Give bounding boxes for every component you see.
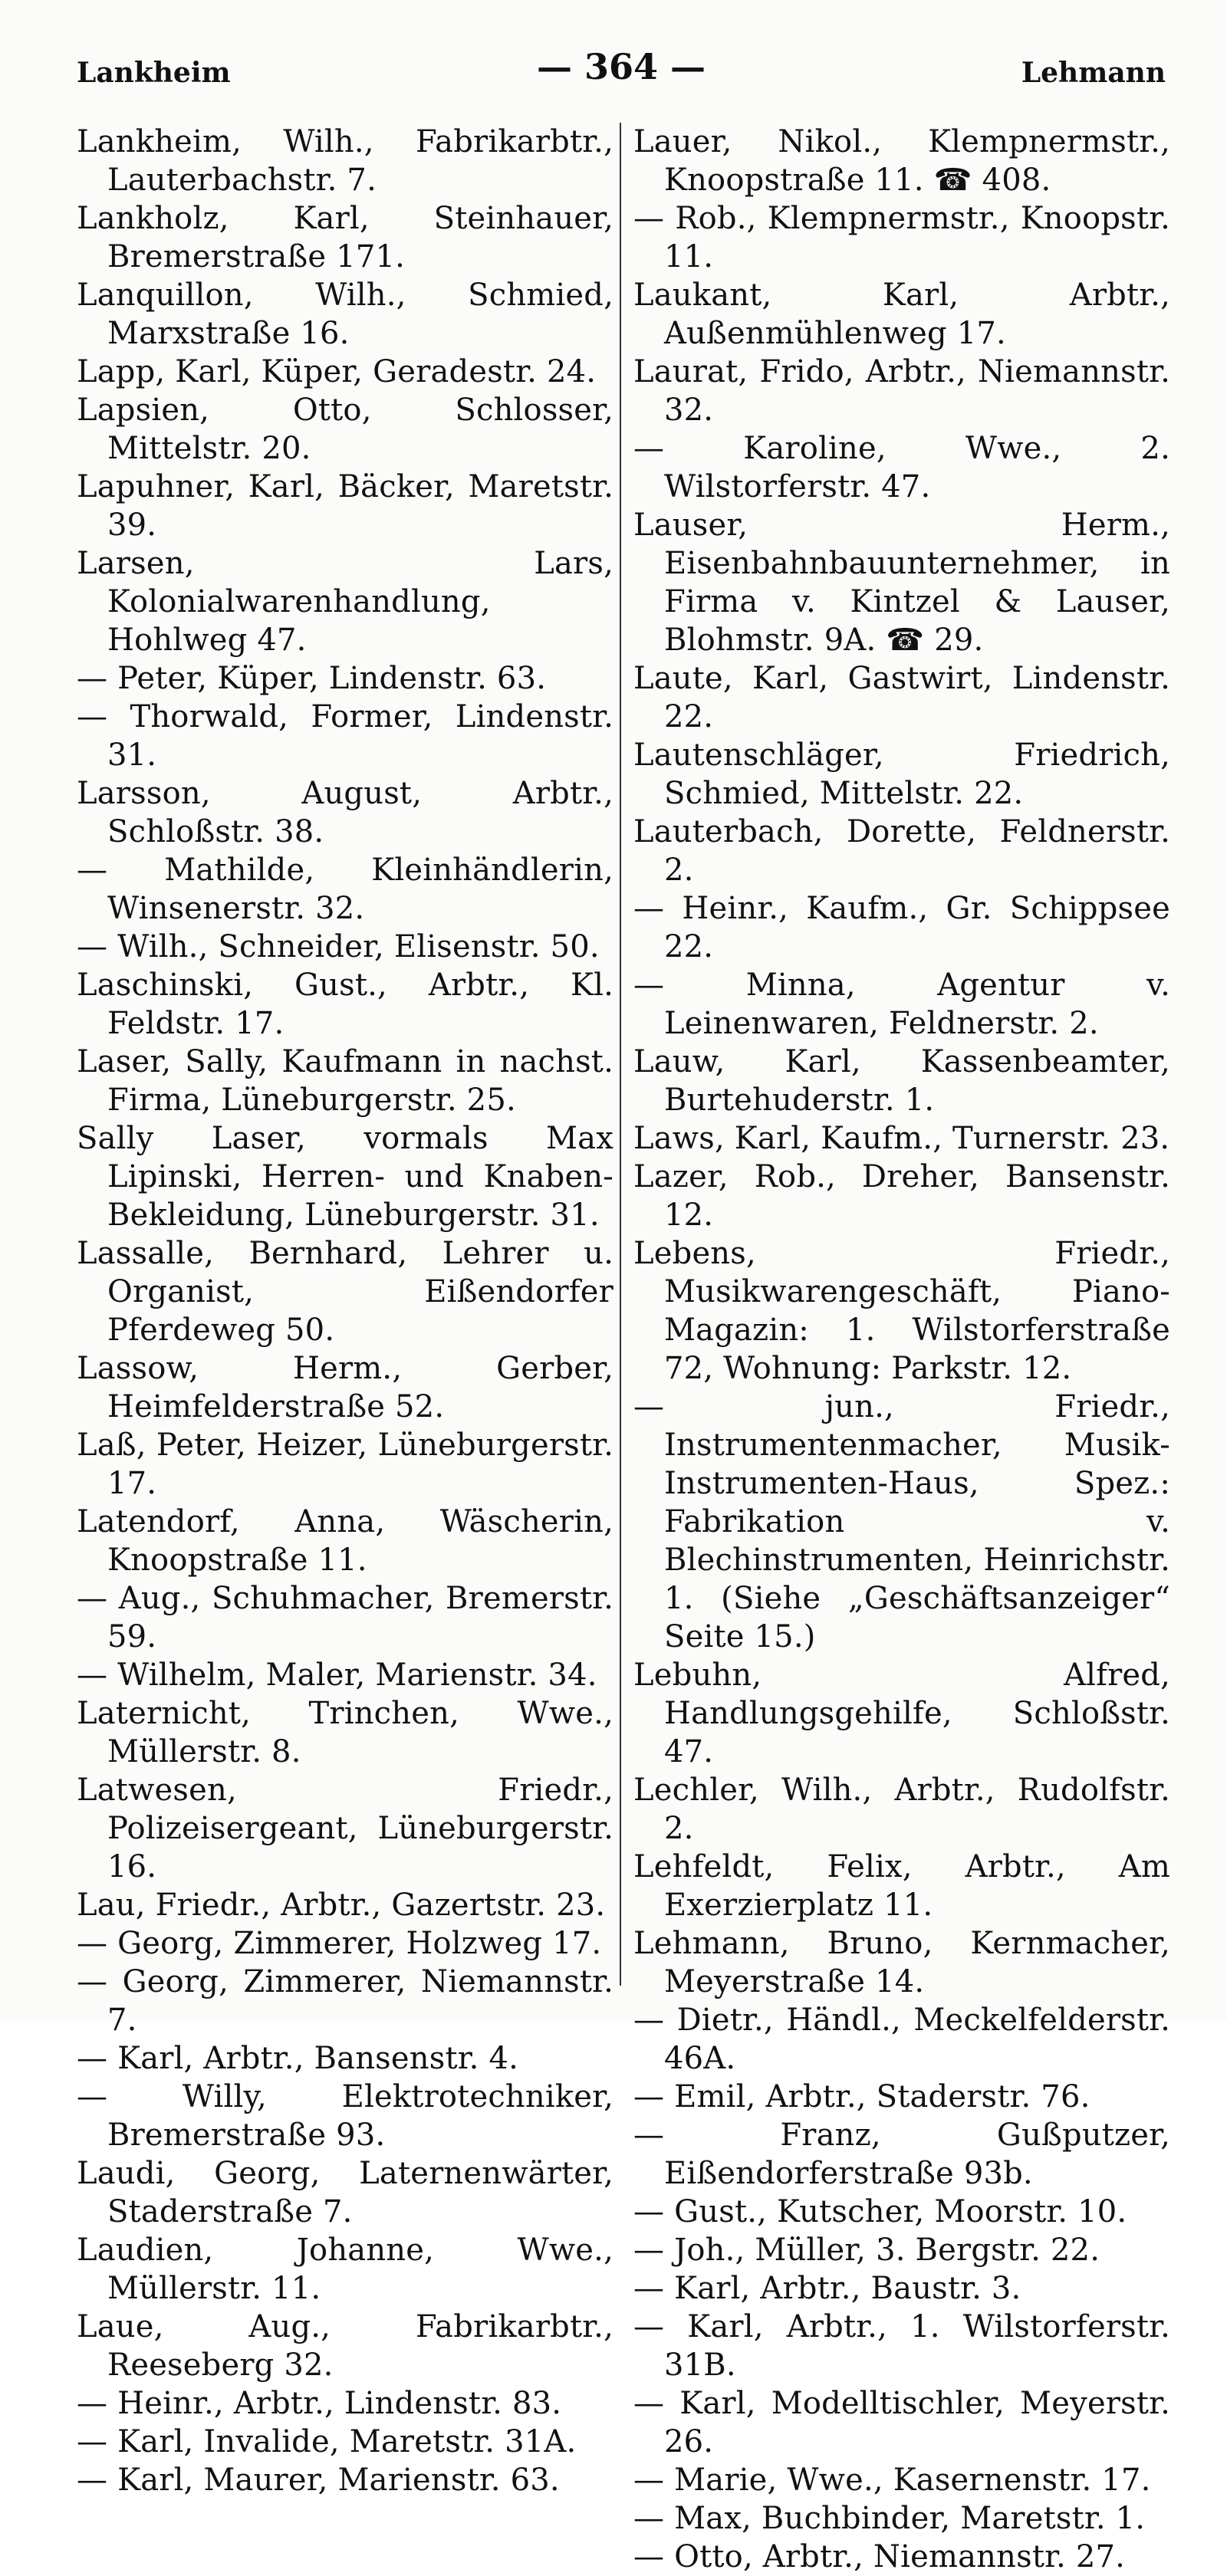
directory-entry: — Georg, Zimmerer, Niemannstr. 7.	[77, 1964, 614, 2038]
directory-entry: Lauser, Herm., Eisenbahnbauunternehmer, in Firma v. Kintzel & Lauser, Blohmstr. 9A. ☎ 29.	[633, 508, 1170, 658]
directory-entry: — jun., Friedr., Instrumentenmacher, Musik-Instrumenten-Haus, Spez.: Fabrikation v. Blechinstrumenten, Heinrichstr. 1. (Siehe „Geschäftsanzeiger“ Seite 15.)	[633, 1389, 1170, 1654]
directory-entry: — Karl, Maurer, Marienstr. 63.	[77, 2463, 560, 2498]
directory-entry: Lebuhn, Alfred, Handlungsgehilfe, Schloßstr. 47.	[633, 1658, 1170, 1769]
directory-entry: Laß, Peter, Heizer, Lüneburgerstr. 17.	[77, 1428, 614, 1501]
directory-entry: — Karl, Arbtr., Bansenstr. 4.	[77, 2041, 519, 2076]
directory-entry: Lapuhner, Karl, Bäcker, Maretstr. 39.	[77, 469, 614, 543]
running-head-left: Lankheim	[77, 57, 231, 89]
directory-entry: Latwesen, Friedr., Polizeisergeant, Lüneburgerstr. 16.	[77, 1773, 614, 1884]
directory-entry: Larsen, Lars, Kolonialwarenhandlung, Hohlweg 47.	[77, 546, 614, 658]
directory-entry: — Karl, Modelltischler, Meyerstr. 26.	[633, 2386, 1170, 2459]
directory-entry: Lebens, Friedr., Musikwarengeschäft, Piano-Magazin: 1. Wilstorferstraße 72, Wohnung: Parkstr. 12.	[633, 1236, 1170, 1386]
directory-entry: — Heinr., Kaufm., Gr. Schippsee 22.	[633, 891, 1170, 964]
directory-entry: Lau, Friedr., Arbtr., Gazertstr. 23.	[77, 1888, 606, 1923]
directory-entry: Larsson, August, Arbtr., Schloßstr. 38.	[77, 776, 614, 849]
directory-entry: Lassow, Herm., Gerber, Heimfelderstraße 52.	[77, 1351, 614, 1424]
directory-entry: Laurat, Frido, Arbtr., Niemannstr. 32.	[633, 354, 1170, 428]
directory-entry: — Wilh., Schneider, Elisenstr. 50.	[77, 929, 600, 964]
directory-entry: Latendorf, Anna, Wäscherin, Knoopstraße 11.	[77, 1504, 614, 1578]
directory-entry: — Karl, Arbtr., 1. Wilstorferstr. 31B.	[633, 2309, 1170, 2383]
directory-entry: Lauterbach, Dorette, Feldnerstr. 2.	[633, 814, 1170, 888]
directory-entry: Laser, Sally, Kaufmann in nachst. Firma, Lüneburgerstr. 25.	[77, 1044, 614, 1118]
directory-entry: Laschinski, Gust., Arbtr., Kl. Feldstr. 17.	[77, 968, 614, 1041]
directory-entry: — Minna, Agentur v. Leinenwaren, Feldnerstr. 2.	[633, 968, 1170, 1041]
left-column	[77, 123, 614, 2499]
directory-entry: — Mathilde, Kleinhändlerin, Winsenerstr. 32.	[77, 853, 614, 926]
directory-entry: Laue, Aug., Fabrikarbtr., Reeseberg 32.	[77, 2309, 614, 2383]
directory-entry: Lanquillon, Wilh., Schmied, Marxstraße 16.	[77, 278, 614, 351]
directory-entry: Lehfeldt, Felix, Arbtr., Am Exerzierplatz 11.	[633, 1849, 1170, 1923]
directory-entry: — Thorwald, Former, Lindenstr. 31.	[77, 699, 614, 773]
directory-entry: — Wilhelm, Maler, Marienstr. 34.	[77, 1658, 597, 1693]
directory-entry: Lautenschläger, Friedrich, Schmied, Mittelstr. 22.	[633, 738, 1170, 811]
directory-entry: Lauer, Nikol., Klempnermstr., Knoopstraße 11. ☎ 408.	[633, 124, 1170, 198]
directory-entry: Lassalle, Bernhard, Lehrer u. Organist, Eißendorfer Pferdeweg 50.	[77, 1236, 614, 1348]
page-header	[77, 46, 1166, 100]
directory-entry: Lazer, Rob., Dreher, Bansenstr. 12.	[633, 1159, 1170, 1233]
directory-entry: — Rob., Klempnermstr., Knoopstr. 11.	[633, 201, 1170, 274]
directory-entry: — Willy, Elektrotechniker, Bremerstraße 93.	[77, 2079, 614, 2153]
directory-entry: — Peter, Küper, Lindenstr. 63.	[77, 661, 547, 696]
directory-entry: — Joh., Müller, 3. Bergstr. 22.	[633, 2233, 1100, 2268]
directory-entry: — Gust., Kutscher, Moorstr. 10.	[633, 2194, 1127, 2229]
directory-entry: Lauw, Karl, Kassenbeamter, Burtehuderstr. 1.	[633, 1044, 1170, 1118]
directory-entry: Lankholz, Karl, Steinhauer, Bremerstraße 171.	[77, 201, 614, 274]
directory-entry: Laternicht, Trinchen, Wwe., Müllerstr. 8.	[77, 1696, 614, 1769]
directory-entry: Laute, Karl, Gastwirt, Lindenstr. 22.	[633, 661, 1170, 734]
directory-entry: Laws, Karl, Kaufm., Turnerstr. 23.	[633, 1121, 1170, 1156]
directory-entry: Laukant, Karl, Arbtr., Außenmühlenweg 17.	[633, 278, 1170, 351]
directory-entry: — Aug., Schuhmacher, Bremerstr. 59.	[77, 1581, 614, 1654]
directory-entry: — Karl, Arbtr., Baustr. 3.	[633, 2271, 1021, 2306]
directory-entry: — Dietr., Händl., Meckelfelderstr. 46A.	[633, 2003, 1170, 2076]
right-column	[633, 123, 1170, 2576]
directory-entry: Lapsien, Otto, Schlosser, Mittelstr. 20.	[77, 393, 614, 466]
directory-entry: Laudien, Johanne, Wwe., Müllerstr. 11.	[77, 2233, 614, 2306]
directory-entry: — Heinr., Arbtr., Lindenstr. 83.	[77, 2386, 562, 2421]
directory-entry: — Georg, Zimmerer, Holzweg 17.	[77, 1926, 602, 1961]
directory-entry: Lehmann, Bruno, Kernmacher, Meyerstraße 14.	[633, 1926, 1170, 1999]
directory-entry: Laudi, Georg, Laternenwärter, Staderstraße 7.	[77, 2156, 614, 2229]
directory-entry: — Karoline, Wwe., 2. Wilstorferstr. 47.	[633, 431, 1170, 504]
directory-entry: — Otto, Arbtr., Niemannstr. 27.	[633, 2539, 1126, 2574]
directory-entry: Lankheim, Wilh., Fabrikarbtr., Lauterbachstr. 7.	[77, 124, 614, 198]
column-divider	[620, 123, 621, 1986]
directory-entry: Lechler, Wilh., Arbtr., Rudolfstr. 2.	[633, 1773, 1170, 1846]
directory-entry: Sally Laser, vormals Max Lipinski, Herren- und Knaben-Bekleidung, Lüneburgerstr. 31.	[77, 1121, 614, 1233]
directory-entry: Lapp, Karl, Küper, Geradestr. 24.	[77, 354, 597, 389]
running-head-right: Lehmann	[1021, 57, 1166, 89]
directory-entry: — Emil, Arbtr., Staderstr. 76.	[633, 2079, 1090, 2114]
directory-entry: — Marie, Wwe., Kasernenstr. 17.	[633, 2463, 1151, 2498]
directory-entry: — Franz, Gußputzer, Eißendorferstraße 93b.	[633, 2118, 1170, 2191]
directory-entry: — Karl, Invalide, Maretstr. 31A.	[77, 2424, 577, 2459]
directory-entry: — Max, Buchbinder, Maretstr. 1.	[633, 2501, 1146, 2536]
page-number: — 364 —	[536, 46, 706, 87]
